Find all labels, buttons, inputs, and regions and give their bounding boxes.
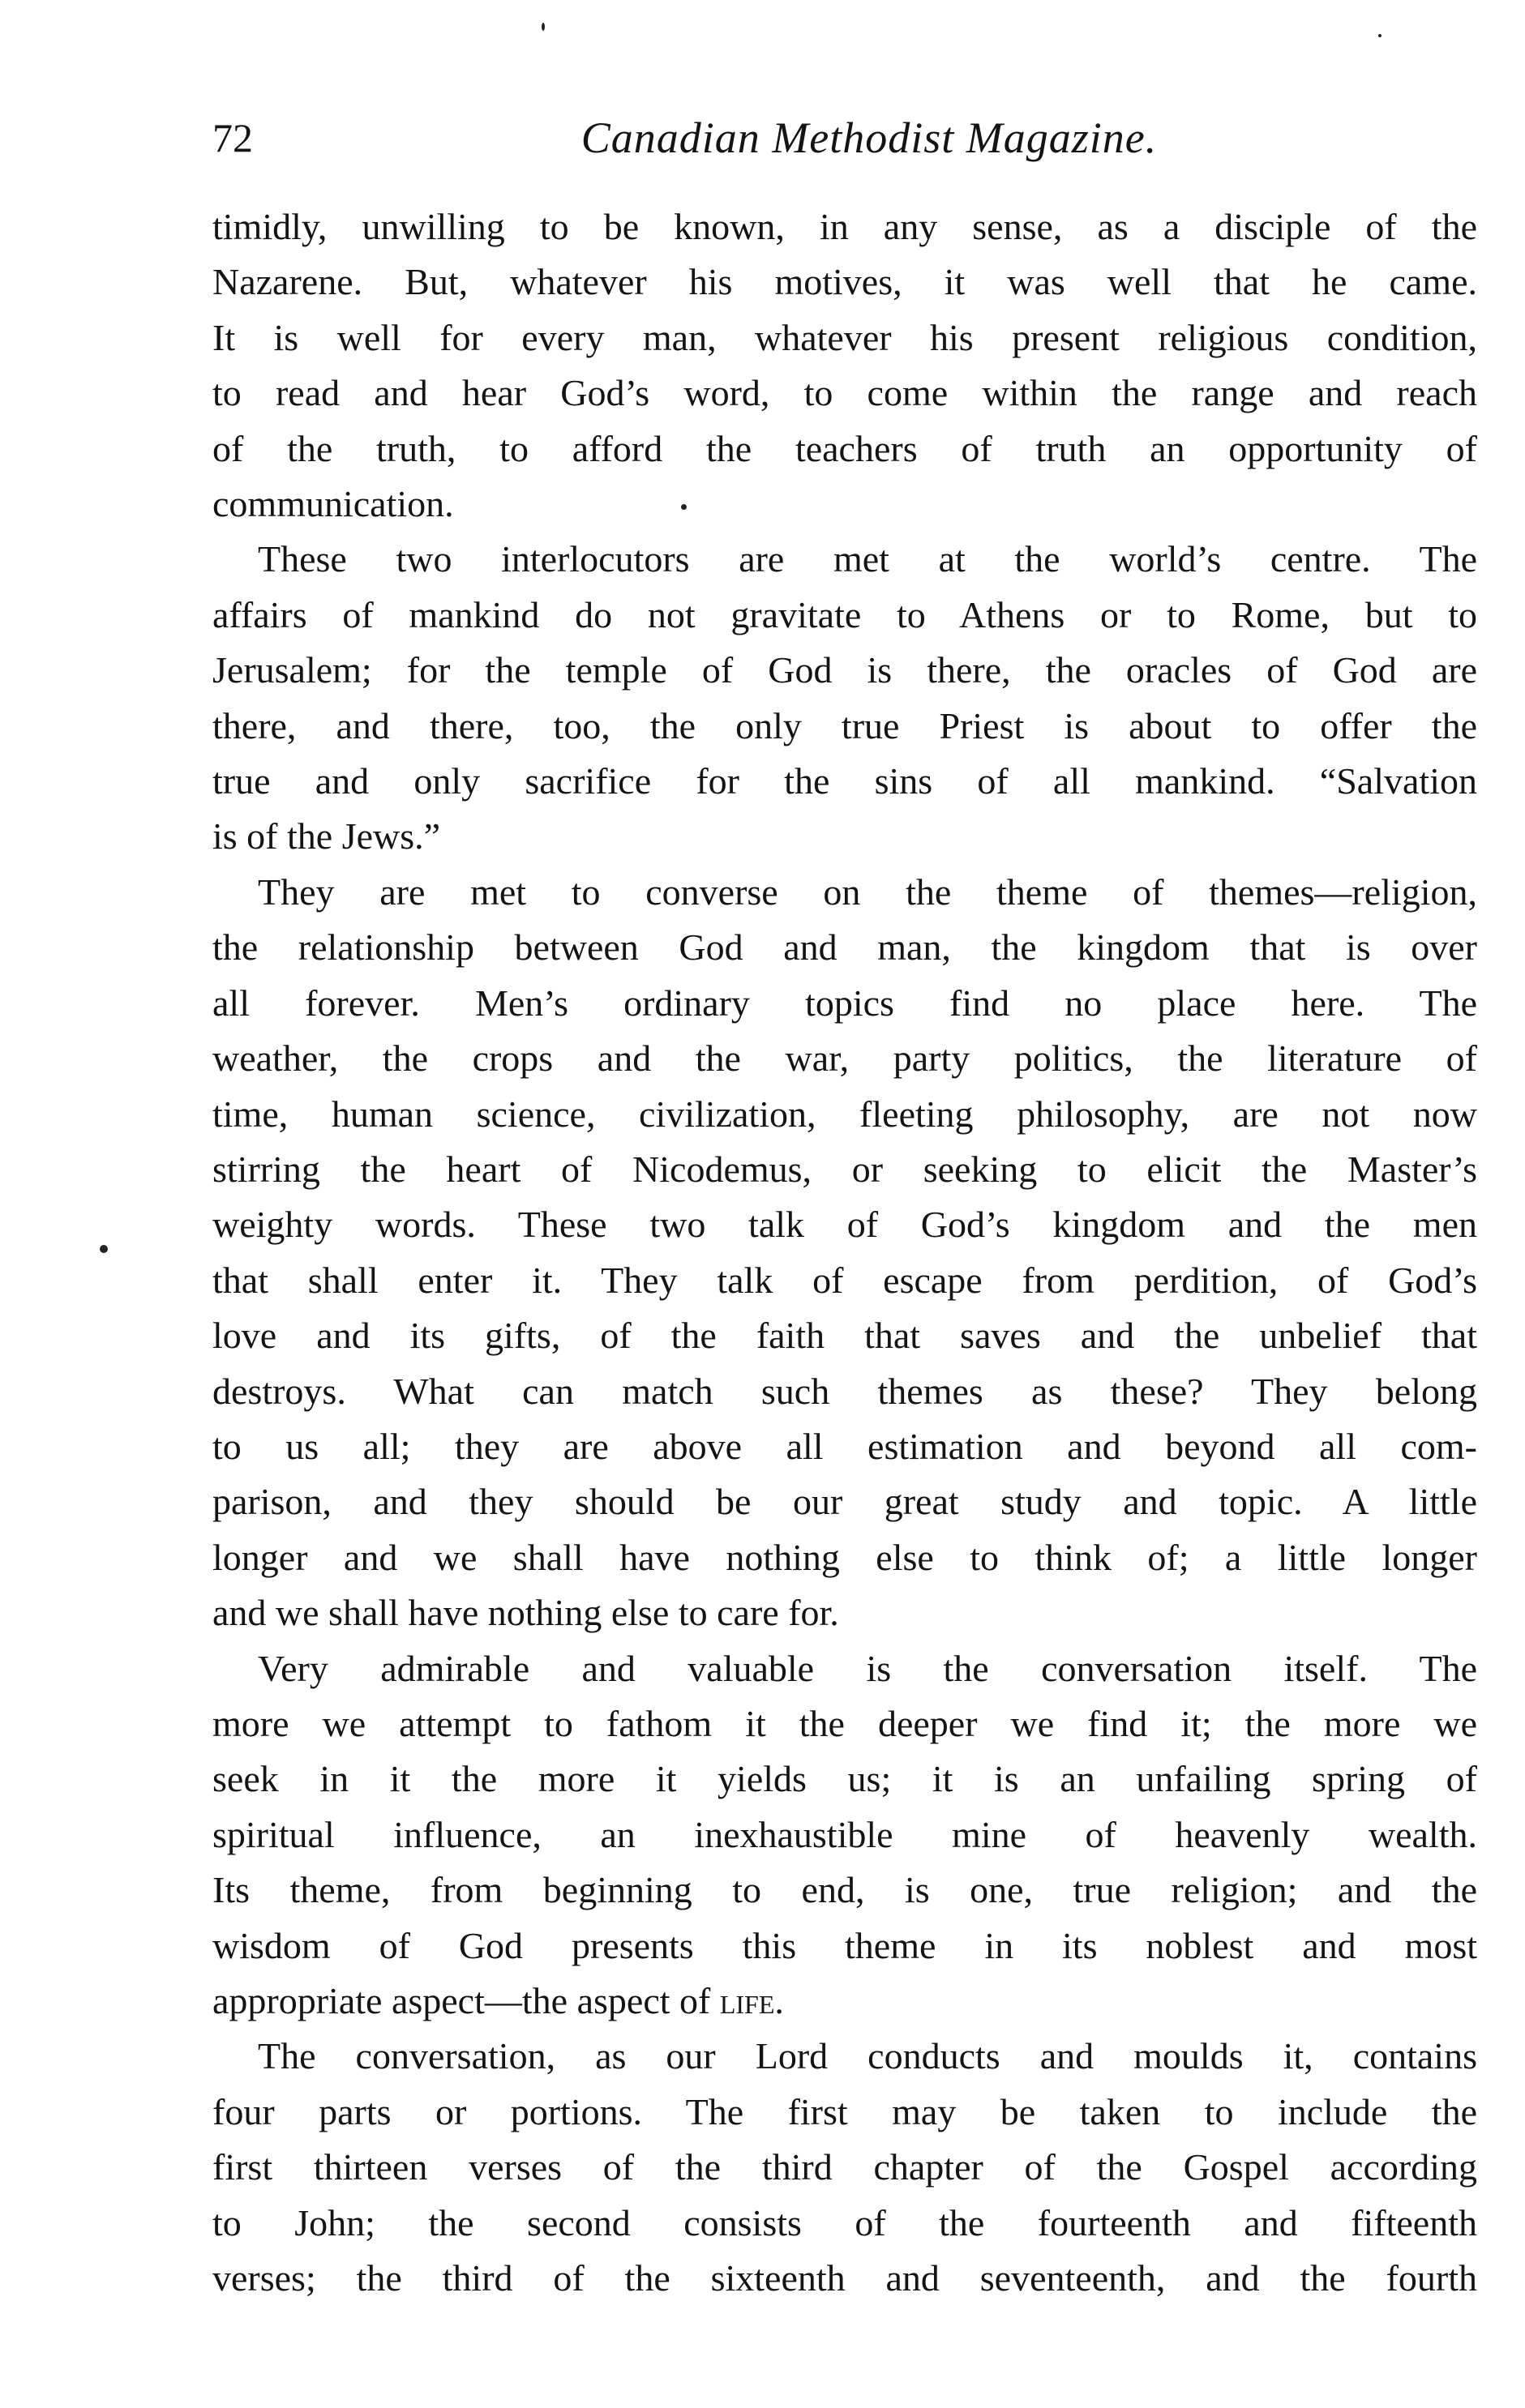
text-line: the relationship between God and man, the kingdom that is over [212, 926, 1477, 969]
small-caps-word: life [719, 1980, 775, 2021]
text-line: of the truth, to afford the teachers of truth an opportunity of [212, 427, 1477, 469]
paragraph [212, 1641, 1477, 2029]
body-text [212, 199, 1477, 2306]
text-line: destroys. What can match such themes as these? They belong [212, 1370, 1477, 1412]
text-line: wisdom of God presents this theme in its noblest and most [212, 1924, 1477, 1966]
text-line: weighty words. These two talk of God’s kingdom and the men [212, 1204, 1477, 1246]
text-line: love and its gifts, of the faith that saves and the unbelief that [212, 1315, 1477, 1357]
text-line: true and only sacrifice for the sins of all mankind. “Salvation [212, 760, 1477, 802]
text-line: Very admirable and valuable is the conversation itself. The [258, 1647, 1477, 1689]
text-line: first thirteen verses of the third chapter of the Gospel according [212, 2146, 1477, 2188]
text-line: parison, and they should be our great study and topic. A little [212, 1481, 1477, 1523]
text-line: Jerusalem; for the temple of God is there, the oracles of God are [212, 649, 1477, 691]
paragraph [212, 2029, 1477, 2306]
text-line: is of the Jews.” [212, 815, 441, 858]
text-line: timidly, unwilling to be known, in any sense, as a disciple of the [212, 206, 1477, 247]
text-line: affairs of mankind do not gravitate to Athens or to Rome, but to [212, 593, 1477, 635]
text-line: there, and there, too, the only true Priest is about to offer the [212, 704, 1477, 746]
text-line: four parts or portions. The first may be taken to include the [212, 2090, 1477, 2132]
text-line: Nazarene. But, whatever his motives, it was well that he came. [212, 261, 1477, 303]
text-line: all forever. Men’s ordinary topics find no place here. The [212, 982, 1477, 1024]
text-line [212, 1974, 1477, 2029]
text-line: time, human science, civilization, fleeting philosophy, are not now [212, 1093, 1477, 1135]
text-line: stirring the heart of Nicodemus, or seeking to elicit the Master’s [212, 1148, 1477, 1190]
page-number: 72 [212, 115, 253, 160]
scan-speck [100, 1245, 108, 1253]
scan-speck [681, 504, 687, 510]
text-line: that shall enter it. They talk of escape from perdition, of God’s [212, 1259, 1477, 1301]
text-run: . [774, 1980, 784, 2021]
paragraph [212, 865, 1477, 1641]
text-line: to John; the second consists of the fourteenth and fifteenth [212, 2201, 1477, 2243]
running-head [212, 109, 1477, 182]
text-line: and we shall have nothing else to care for. [212, 1592, 839, 1634]
text-line: Its theme, from beginning to end, is one, true religion; and the [212, 1869, 1477, 1911]
scan-speck [542, 23, 545, 31]
text-line: verses; the third of the sixteenth and seventeenth, and the fourth [212, 2257, 1477, 2299]
text-line: more we attempt to fathom it the deeper we find it; the more we [212, 1702, 1477, 1744]
text-line: to read and hear God’s word, to come within the range and reach [212, 372, 1477, 414]
text-line: spiritual influence, an inexhaustible mine of heavenly wealth. [212, 1813, 1477, 1855]
text-line: longer and we shall have nothing else to think of; a little longer [212, 1536, 1477, 1578]
paragraph [212, 199, 1477, 532]
journal-title: Canadian Methodist Magazine. [580, 113, 1158, 162]
text-line: weather, the crops and the war, party politics, the literature of [212, 1037, 1477, 1080]
text-run: appropriate aspect—the aspect of [212, 1980, 720, 2021]
text-line: These two interlocutors are met at the world’s centre. The [258, 538, 1477, 580]
text-line: seek in it the more it yields us; it is an unfailing spring of [212, 1758, 1477, 1800]
text-line: to us all; they are above all estimation and beyond all com- [212, 1425, 1477, 1467]
text-line: communication. [212, 483, 454, 525]
text-line: The conversation, as our Lord conducts and moulds it, contains [258, 2035, 1477, 2077]
text-line: It is well for every man, whatever his present religious condition, [212, 316, 1477, 358]
paragraph [212, 532, 1477, 864]
text-line: They are met to converse on the theme of themes—religion, [258, 870, 1477, 913]
scan-speck [1378, 34, 1381, 37]
